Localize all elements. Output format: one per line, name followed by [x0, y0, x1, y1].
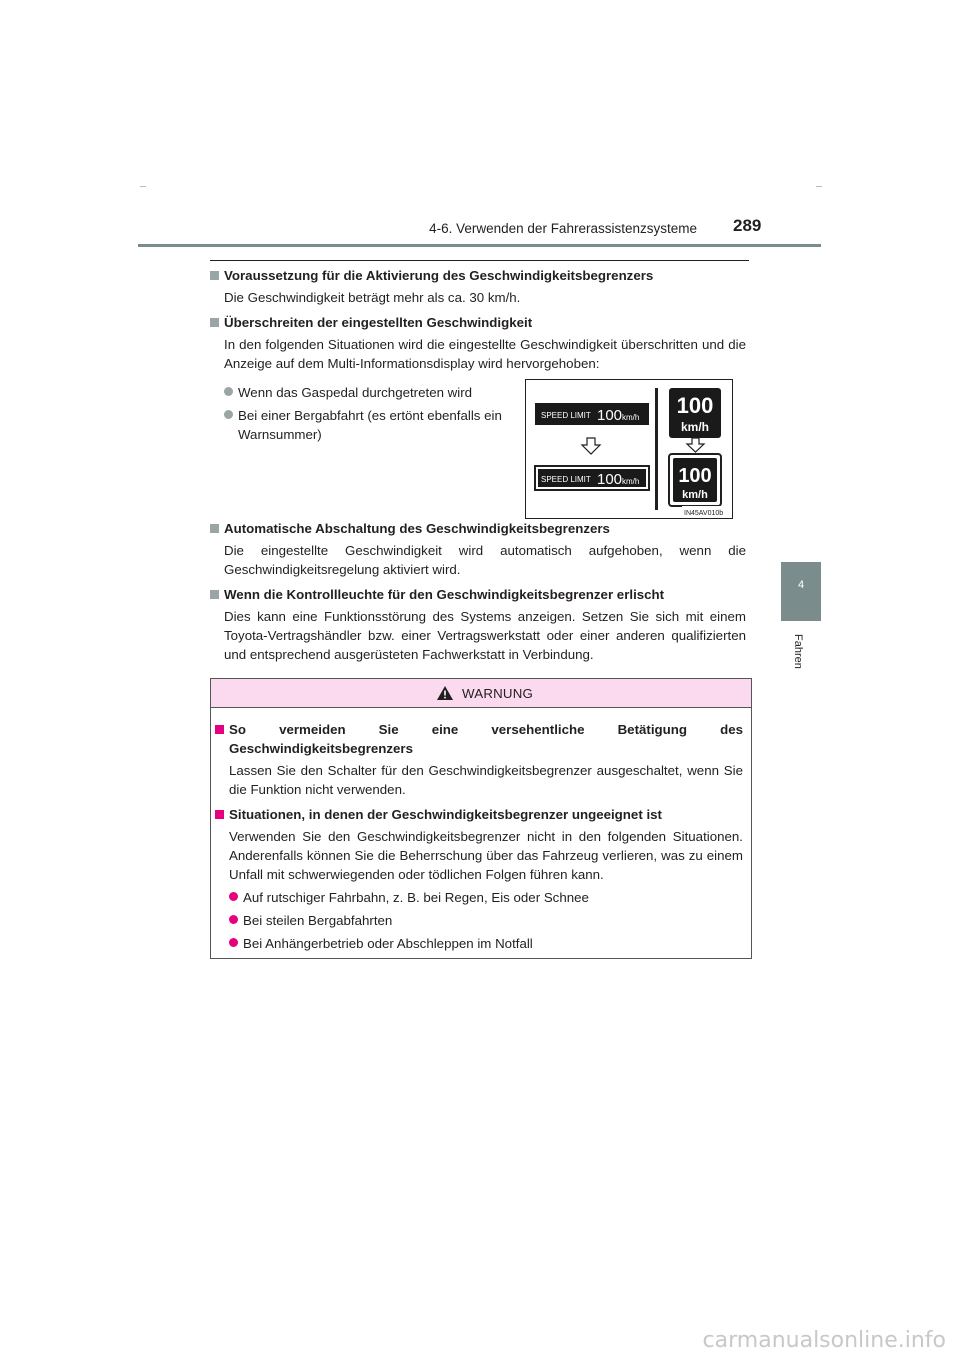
warning-header	[211, 679, 751, 708]
round-bullet-icon	[224, 387, 233, 396]
speed-limit-illustration	[525, 379, 733, 519]
square-bullet-icon	[210, 271, 219, 280]
speed-sign-value-bottom: 100	[678, 465, 712, 487]
speed-value-top: 100	[597, 407, 623, 424]
list-item: Bei steilen Bergabfahrten	[229, 911, 743, 930]
list-item: Bei einer Bergabfahrt (es ertönt ebenfalls ein Warnsummer)	[224, 406, 510, 444]
section-heading: Voraussetzung für die Aktivierung des Geschwindigkeitsbegrenzers	[210, 266, 746, 285]
bullet-list	[210, 379, 510, 444]
figure-code: IN45AV010b	[684, 510, 724, 517]
header-rule	[138, 244, 821, 247]
section-body: Die eingestellte Geschwindigkeit wird automatisch aufgehoben, wenn die Geschwindigkeitsregelung aktiviert wird.	[224, 543, 746, 577]
warning-item-heading: Situationen, in denen der Geschwindigkeitsbegrenzer ungeeignet ist	[215, 805, 743, 824]
down-arrow-icon	[687, 438, 704, 452]
warning-body	[211, 708, 751, 953]
chapter-tab	[781, 562, 821, 621]
speed-value-bottom: 100	[597, 471, 623, 488]
crop-mark	[816, 186, 822, 187]
section-body: Die Geschwindigkeit beträgt mehr als ca. 30 km/h.	[224, 290, 521, 305]
warning-item-heading: So vermeiden Sie eine versehentliche Betätigung des Geschwindigkeitsbegrenzers	[215, 720, 743, 758]
crop-mark	[140, 186, 146, 187]
section-body: In den folgenden Situationen wird die eingestellte Geschwindigkeit überschritten und die Anzeige auf dem Multi-Informationsdisplay wird hervorgehoben:	[224, 337, 746, 371]
section-heading: Wenn die Kontrollleuchte für den Geschwindigkeitsbegrenzer erlischt	[210, 585, 746, 604]
figure-divider	[655, 388, 658, 510]
square-bullet-icon	[210, 318, 219, 327]
chapter-number: 4	[797, 579, 805, 591]
speed-sign-unit-bottom: km/h	[682, 489, 708, 501]
speed-unit-bottom: km/h	[622, 477, 640, 486]
speed-unit-top: km/h	[622, 413, 640, 422]
chapter-label-box	[786, 630, 816, 680]
speed-limit-label-top: SPEED LIMIT	[541, 411, 591, 420]
speed-sign-value-top: 100	[676, 393, 714, 418]
round-bullet-icon	[229, 938, 238, 947]
warning-triangle-icon	[436, 685, 454, 701]
section-heading: Überschreiten der eingestellten Geschwindigkeit	[210, 313, 746, 332]
watermark: carmanualsonline.info	[702, 1328, 946, 1353]
page-number: 289	[733, 216, 762, 235]
down-arrow-icon	[582, 438, 600, 454]
warning-title: WARNUNG	[462, 686, 534, 701]
square-bullet-icon	[210, 590, 219, 599]
warning-item-body: Verwenden Sie den Geschwindigkeitsbegrenzer nicht in den folgenden Situationen. Anderenfalls können Sie die Beherrschung über das Fahrzeug verlieren, was zu einem Unfall mit schwerwiegenden oder tödlichen Folgen führen kann.	[229, 829, 743, 882]
speed-limit-figure-svg	[526, 380, 732, 518]
section-heading: Automatische Abschaltung des Geschwindigkeitsbegrenzers	[210, 519, 746, 538]
round-bullet-icon	[229, 915, 238, 924]
figure-row	[210, 379, 746, 519]
list-item: Auf rutschiger Fahrbahn, z. B. bei Regen, Eis oder Schnee	[229, 888, 743, 907]
section-rule	[210, 260, 749, 261]
speed-limit-label-bottom: SPEED LIMIT	[541, 475, 591, 484]
round-bullet-icon	[229, 892, 238, 901]
header-section-title: 4-6. Verwenden der Fahrerassistenzsysteme	[429, 221, 697, 236]
chapter-label: Fahren	[792, 634, 804, 669]
list-item: Bei Anhängerbetrieb oder Abschleppen im Notfall	[229, 934, 743, 953]
main-content	[210, 266, 746, 664]
section-body: Dies kann eine Funktionsstörung des Systems anzeigen. Setzen Sie sich mit einem Toyota-Vertragshändler bzw. einer Vertragswerkstatt oder einer anderen qualifizierten und entsprechend ausgerüsteten Fachwerkstatt in Verbindung.	[224, 609, 746, 662]
square-bullet-icon	[215, 725, 224, 734]
warning-box	[210, 678, 752, 959]
round-bullet-icon	[224, 410, 233, 419]
square-bullet-icon	[215, 810, 224, 819]
warning-item-body: Lassen Sie den Schalter für den Geschwindigkeitsbegrenzer ausgeschaltet, wenn Sie die Funktion nicht verwenden.	[229, 763, 743, 797]
list-item: Wenn das Gaspedal durchgetreten wird	[224, 383, 510, 402]
square-bullet-icon	[210, 524, 219, 533]
speed-sign-unit-top: km/h	[680, 420, 710, 434]
